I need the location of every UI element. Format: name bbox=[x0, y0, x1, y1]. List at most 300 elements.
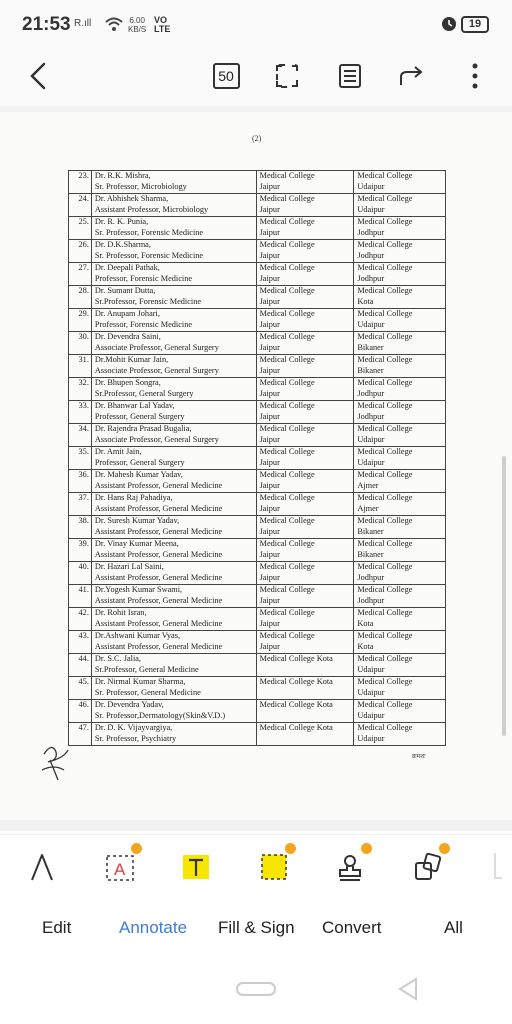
to-college-cell bbox=[354, 677, 446, 700]
row-number bbox=[69, 309, 92, 332]
highlight-text-tool-icon[interactable] bbox=[176, 847, 216, 887]
faculty-name-cell-line: Dr. Mahesh Kumar Yadav, bbox=[94, 470, 183, 479]
from-college-cell-line: Jaipur bbox=[259, 549, 280, 559]
table-row bbox=[69, 631, 446, 654]
to-college-cell-line: Medical College bbox=[357, 677, 413, 686]
row-number bbox=[69, 171, 92, 194]
faculty-name-cell-line: Sr.Professor, General Surgery bbox=[94, 388, 194, 398]
row-number bbox=[69, 585, 92, 608]
table-row bbox=[69, 723, 446, 746]
premium-badge-icon bbox=[285, 843, 296, 854]
from-college-cell bbox=[256, 585, 354, 608]
to-college-cell-line: Bikaner bbox=[357, 549, 384, 559]
row-number bbox=[69, 608, 92, 631]
from-college-cell-line: Jaipur bbox=[259, 595, 280, 605]
from-college-cell bbox=[256, 240, 354, 263]
system-nav-bar bbox=[0, 958, 512, 1024]
to-college-cell-line: Udaipur bbox=[357, 319, 385, 329]
from-college-cell bbox=[256, 654, 354, 677]
scrollbar[interactable] bbox=[502, 456, 506, 736]
row-number bbox=[69, 493, 92, 516]
to-college-cell bbox=[354, 470, 446, 493]
to-college-cell-line: Udaipur bbox=[357, 457, 385, 467]
faculty-name-cell bbox=[91, 654, 256, 677]
premium-badge-icon bbox=[131, 843, 142, 854]
row-number-line: 43. bbox=[78, 631, 89, 640]
faculty-name-cell-line: Sr. Professor, Microbiology bbox=[94, 181, 187, 191]
to-college-cell bbox=[354, 516, 446, 539]
from-college-cell-line: Jaipur bbox=[259, 204, 280, 214]
row-number-line: 47. bbox=[78, 723, 89, 732]
to-college-cell-line: Medical College bbox=[357, 332, 413, 341]
table-row bbox=[69, 516, 446, 539]
to-college-cell bbox=[354, 447, 446, 470]
from-college-cell bbox=[256, 401, 354, 424]
to-college-cell-line: Medical College bbox=[357, 470, 413, 479]
table-row bbox=[69, 470, 446, 493]
to-college-cell-line: Medical College bbox=[357, 286, 413, 295]
row-number bbox=[69, 355, 92, 378]
table-row bbox=[69, 286, 446, 309]
from-college-cell-line: Medical College Kota bbox=[259, 677, 333, 686]
from-college-cell-line: Medical College bbox=[259, 286, 315, 295]
from-college-cell-line: Medical College bbox=[259, 401, 315, 410]
to-college-cell-line: Jodhpur bbox=[357, 388, 385, 398]
alarm-icon bbox=[440, 14, 458, 32]
row-number-line: 41. bbox=[78, 585, 89, 594]
row-number bbox=[69, 424, 92, 447]
faculty-name-cell-line: Dr.Yogesh Kumar Swami, bbox=[94, 585, 183, 594]
to-college-cell bbox=[354, 539, 446, 562]
to-college-cell bbox=[354, 401, 446, 424]
from-college-cell-line: Jaipur bbox=[259, 227, 280, 237]
from-college-cell-line: Jaipur bbox=[259, 480, 280, 490]
to-college-cell-line: Jodhpur bbox=[357, 595, 385, 605]
to-college-cell-line: Medical College bbox=[357, 585, 413, 594]
from-college-cell-line: Medical College bbox=[259, 263, 315, 272]
from-college-cell-line: Medical College bbox=[259, 378, 315, 387]
to-college-cell-line: Medical College bbox=[357, 447, 413, 456]
from-college-cell-line: Medical College bbox=[259, 516, 315, 525]
stamp-tool-icon[interactable] bbox=[330, 847, 370, 887]
from-college-cell bbox=[256, 723, 354, 746]
from-college-cell-line: Jaipur bbox=[259, 181, 280, 191]
fullscreen-icon[interactable] bbox=[267, 56, 307, 96]
from-college-cell-line: Jaipur bbox=[259, 641, 280, 651]
faculty-name-cell-line: Dr. Rohit Isran, bbox=[94, 608, 147, 617]
faculty-name-cell-line: Associate Professor, General Surgery bbox=[94, 365, 219, 375]
from-college-cell-line: Medical College bbox=[259, 240, 315, 249]
system-back-icon[interactable] bbox=[396, 976, 420, 1002]
from-college-cell bbox=[256, 447, 354, 470]
to-college-cell bbox=[354, 608, 446, 631]
from-college-cell bbox=[256, 539, 354, 562]
to-college-cell-line: Kota bbox=[357, 296, 374, 306]
row-number bbox=[69, 700, 92, 723]
table-row bbox=[69, 654, 446, 677]
from-college-cell bbox=[256, 631, 354, 654]
faculty-name-cell-line: Sr. Professor,Dermatology(Skin&V.D.) bbox=[94, 710, 226, 720]
to-college-cell-line: Jodhpur bbox=[357, 572, 385, 582]
faculty-name-cell-line: Dr. Abhishek Sharma, bbox=[94, 194, 169, 203]
top-toolbar bbox=[0, 48, 512, 106]
from-college-cell bbox=[256, 470, 354, 493]
row-number bbox=[69, 539, 92, 562]
faculty-name-cell-line: Associate Professor, General Surgery bbox=[94, 342, 219, 352]
from-college-cell bbox=[256, 493, 354, 516]
faculty-name-cell-line: Dr. D.K.Sharma, bbox=[94, 240, 151, 249]
faculty-name-cell bbox=[91, 171, 256, 194]
annotation-toolbar bbox=[0, 834, 512, 898]
to-college-cell-line: Medical College bbox=[357, 194, 413, 203]
row-number bbox=[69, 378, 92, 401]
faculty-name-cell-line: Professor, Forensic Medicine bbox=[94, 273, 193, 283]
from-college-cell-line: Medical College bbox=[259, 470, 315, 479]
to-college-cell bbox=[354, 355, 446, 378]
row-number bbox=[69, 516, 92, 539]
from-college-cell bbox=[256, 332, 354, 355]
from-college-cell-line: Jaipur bbox=[259, 273, 280, 283]
from-college-cell-line: Medical College bbox=[259, 217, 315, 226]
from-college-cell-line: Medical College Kota bbox=[259, 654, 333, 663]
wifi-icon bbox=[104, 16, 124, 32]
faculty-name-cell-line: Sr. Professor, Forensic Medicine bbox=[94, 227, 204, 237]
from-college-cell-line: Medical College bbox=[259, 585, 315, 594]
to-college-cell-line: Medical College bbox=[357, 493, 413, 502]
from-college-cell-line: Jaipur bbox=[259, 434, 280, 444]
to-college-cell bbox=[354, 585, 446, 608]
table-row bbox=[69, 171, 446, 194]
faculty-name-cell-line: Dr. S.C. Jalia, bbox=[94, 654, 142, 663]
table-row bbox=[69, 194, 446, 217]
table-row bbox=[69, 263, 446, 286]
faculty-name-cell bbox=[91, 194, 256, 217]
faculty-name-cell bbox=[91, 493, 256, 516]
from-college-cell-line: Medical College bbox=[259, 562, 315, 571]
faculty-name-cell bbox=[91, 263, 256, 286]
to-college-cell-line: Medical College bbox=[357, 654, 413, 663]
table-row bbox=[69, 378, 446, 401]
from-college-cell-line: Jaipur bbox=[259, 296, 280, 306]
from-college-cell bbox=[256, 700, 354, 723]
row-number-line: 25. bbox=[78, 217, 89, 226]
share-icon[interactable] bbox=[392, 56, 432, 96]
tab-convert[interactable]: Convert bbox=[322, 918, 382, 937]
to-college-cell-line: Bikaner bbox=[357, 365, 384, 375]
from-college-cell bbox=[256, 194, 354, 217]
row-number bbox=[69, 447, 92, 470]
tab-annotate[interactable]: Annotate bbox=[119, 918, 188, 937]
row-number-line: 30. bbox=[78, 332, 89, 341]
to-college-cell-line: Kota bbox=[357, 641, 374, 651]
faculty-name-cell bbox=[91, 217, 256, 240]
to-college-cell-line: Udaipur bbox=[357, 664, 385, 674]
faculty-name-cell bbox=[91, 401, 256, 424]
to-college-cell-line: Medical College bbox=[357, 700, 413, 709]
from-college-cell-line: Medical College Kota bbox=[259, 723, 333, 732]
page-label: (2) bbox=[252, 134, 262, 143]
from-college-cell bbox=[256, 608, 354, 631]
from-college-cell bbox=[256, 424, 354, 447]
row-number bbox=[69, 240, 92, 263]
page-count-button[interactable] bbox=[206, 56, 246, 96]
faculty-name-cell bbox=[91, 332, 256, 355]
table-row bbox=[69, 240, 446, 263]
page-count: 50 bbox=[213, 63, 240, 89]
home-button[interactable] bbox=[236, 982, 276, 996]
row-number bbox=[69, 562, 92, 585]
from-college-cell-line: Jaipur bbox=[259, 388, 280, 398]
row-number-line: 32. bbox=[78, 378, 89, 387]
row-number-line: 26. bbox=[78, 240, 89, 249]
from-college-cell bbox=[256, 516, 354, 539]
pdf-page[interactable] bbox=[0, 112, 512, 820]
table-row bbox=[69, 355, 446, 378]
row-number bbox=[69, 332, 92, 355]
pen-tool-icon[interactable] bbox=[22, 847, 62, 887]
from-college-cell-line: Medical College bbox=[259, 608, 315, 617]
row-number bbox=[69, 631, 92, 654]
faculty-name-cell bbox=[91, 677, 256, 700]
to-college-cell-line: Medical College bbox=[357, 539, 413, 548]
more-icon[interactable] bbox=[455, 56, 495, 96]
to-college-cell bbox=[354, 562, 446, 585]
faculty-name-cell-line: Assistant Professor, General Medicine bbox=[94, 503, 223, 513]
to-college-cell-line: Medical College bbox=[357, 723, 413, 732]
to-college-cell-line: Jodhpur bbox=[357, 227, 385, 237]
faculty-name-cell-line: Dr. Sumant Dutta, bbox=[94, 286, 156, 295]
row-number bbox=[69, 286, 92, 309]
from-college-cell bbox=[256, 217, 354, 240]
from-college-cell bbox=[256, 286, 354, 309]
row-number-line: 27. bbox=[78, 263, 89, 272]
to-college-cell-line: Udaipur bbox=[357, 687, 385, 697]
to-college-cell-line: Medical College bbox=[357, 217, 413, 226]
status-time: 21:53 bbox=[22, 14, 71, 35]
text-box-tool-icon[interactable] bbox=[100, 847, 140, 887]
status-bar bbox=[0, 0, 512, 48]
to-college-cell-line: Udaipur bbox=[357, 181, 385, 191]
faculty-name-cell bbox=[91, 424, 256, 447]
faculty-name-cell bbox=[91, 355, 256, 378]
from-college-cell-line: Medical College bbox=[259, 309, 315, 318]
to-college-cell-line: Medical College bbox=[357, 516, 413, 525]
to-college-cell-line: Medical College bbox=[357, 424, 413, 433]
faculty-name-cell-line: Assistant Professor, General Medicine bbox=[94, 595, 223, 605]
row-number bbox=[69, 263, 92, 286]
to-college-cell bbox=[354, 654, 446, 677]
from-college-cell-line: Medical College bbox=[259, 447, 315, 456]
from-college-cell bbox=[256, 677, 354, 700]
row-number bbox=[69, 194, 92, 217]
from-college-cell-line: Jaipur bbox=[259, 319, 280, 329]
table-row bbox=[69, 677, 446, 700]
table-row bbox=[69, 424, 446, 447]
from-college-cell-line: Jaipur bbox=[259, 411, 280, 421]
faculty-name-cell-line: Sr. Professor, Forensic Medicine bbox=[94, 250, 204, 260]
table-row bbox=[69, 700, 446, 723]
to-college-cell-line: Medical College bbox=[357, 355, 413, 364]
from-college-cell bbox=[256, 309, 354, 332]
faculty-name-cell bbox=[91, 723, 256, 746]
to-college-cell bbox=[354, 309, 446, 332]
faculty-name-cell-line: Assistant Professor, General Medicine bbox=[94, 549, 223, 559]
faculty-name-cell-line: Professor, Forensic Medicine bbox=[94, 319, 193, 329]
faculty-name-cell-line: Dr. Rajendra Prasad Bugalia, bbox=[94, 424, 192, 433]
handwritten-signature bbox=[38, 740, 74, 784]
row-number-line: 28. bbox=[78, 286, 89, 295]
row-number bbox=[69, 401, 92, 424]
shapes-tool-icon[interactable] bbox=[408, 847, 448, 887]
continued-stamp: क्रमशः bbox=[412, 754, 426, 760]
row-number-line: 40. bbox=[78, 562, 89, 571]
to-college-cell bbox=[354, 631, 446, 654]
faculty-name-cell-line: Sr. Professor, Psychiatry bbox=[94, 733, 177, 743]
back-icon[interactable] bbox=[18, 56, 58, 96]
faculty-name-cell-line: Dr. Suresh Kumar Yadav, bbox=[94, 516, 180, 525]
to-college-cell-line: Medical College bbox=[357, 401, 413, 410]
to-college-cell bbox=[354, 493, 446, 516]
tab-all[interactable]: All bbox=[444, 918, 463, 937]
svg-text:A: A bbox=[114, 860, 126, 879]
faculty-name-cell bbox=[91, 562, 256, 585]
to-college-cell-line: Medical College bbox=[357, 171, 413, 180]
reader-mode-icon[interactable] bbox=[330, 56, 370, 96]
faculty-name-cell-line: Dr. Deepali Pathak, bbox=[94, 263, 160, 272]
faculty-name-cell bbox=[91, 585, 256, 608]
to-college-cell bbox=[354, 240, 446, 263]
row-number-line: 46. bbox=[78, 700, 89, 709]
from-college-cell-line: Medical College bbox=[259, 171, 315, 180]
faculty-name-cell-line: Assistant Professor, General Medicine bbox=[94, 618, 223, 628]
from-college-cell-line: Medical College Kota bbox=[259, 700, 333, 709]
faculty-name-cell bbox=[91, 309, 256, 332]
faculty-name-cell-line: Assistant Professor, Microbiology bbox=[94, 204, 209, 214]
signal-icon: R.ıll bbox=[74, 18, 92, 29]
row-number-line: 29. bbox=[78, 309, 89, 318]
faculty-name-cell bbox=[91, 240, 256, 263]
from-college-cell bbox=[256, 378, 354, 401]
from-college-cell-line: Medical College bbox=[259, 631, 315, 640]
row-number-line: 24. bbox=[78, 194, 89, 203]
faculty-name-cell-line: Dr. R.K. Mishra, bbox=[94, 171, 151, 180]
row-number-line: 33. bbox=[78, 401, 89, 410]
from-college-cell bbox=[256, 171, 354, 194]
from-college-cell-line: Jaipur bbox=[259, 457, 280, 467]
faculty-name-cell-line: Dr. Amit Jain, bbox=[94, 447, 142, 456]
to-college-cell-line: Ajmer bbox=[357, 480, 379, 490]
faculty-name-cell-line: Assistant Professor, General Medicine bbox=[94, 641, 223, 651]
faculty-name-cell-line: Dr. Bhanwar Lal Yadav, bbox=[94, 401, 175, 410]
row-number-line: 35. bbox=[78, 447, 89, 456]
to-college-cell-line: Bikaner bbox=[357, 526, 384, 536]
row-number bbox=[69, 654, 92, 677]
to-college-cell-line: Medical College bbox=[357, 309, 413, 318]
faculty-name-cell-line: Associate Professor, General Surgery bbox=[94, 434, 219, 444]
faculty-name-cell-line: Dr.Ashwani Kumar Vyas, bbox=[94, 631, 181, 640]
faculty-name-cell-line: Professor, General Surgery bbox=[94, 411, 185, 421]
faculty-name-cell-line: Dr. Anupam Johari, bbox=[94, 309, 160, 318]
to-college-cell-line: Medical College bbox=[357, 631, 413, 640]
from-college-cell-line: Medical College bbox=[259, 493, 315, 502]
tab-edit[interactable]: Edit bbox=[42, 918, 72, 937]
tab-fill-sign[interactable]: Fill & Sign bbox=[218, 918, 295, 937]
to-college-cell-line: Medical College bbox=[357, 240, 413, 249]
to-college-cell-line: Medical College bbox=[357, 608, 413, 617]
faculty-name-cell bbox=[91, 447, 256, 470]
to-college-cell-line: Medical College bbox=[357, 263, 413, 272]
from-college-cell-line: Jaipur bbox=[259, 250, 280, 260]
row-number-line: 23. bbox=[78, 171, 89, 180]
to-college-cell-line: Bikaner bbox=[357, 342, 384, 352]
to-college-cell bbox=[354, 263, 446, 286]
faculty-name-cell bbox=[91, 700, 256, 723]
to-college-cell-line: Jodhpur bbox=[357, 273, 385, 283]
faculty-name-cell-line: Assistant Professor, General Medicine bbox=[94, 572, 223, 582]
to-college-cell-line: Jodhpur bbox=[357, 250, 385, 260]
table-row bbox=[69, 217, 446, 240]
faculty-name-cell-line: Assistant Professor, General Medicine bbox=[94, 480, 223, 490]
to-college-cell-line: Udaipur bbox=[357, 710, 385, 720]
volte-indicator: VO LTE bbox=[154, 15, 171, 34]
faculty-name-cell-line: Dr. R. K. Punia, bbox=[94, 217, 149, 226]
from-college-cell-line: Jaipur bbox=[259, 365, 280, 375]
from-college-cell-line: Jaipur bbox=[259, 342, 280, 352]
more-tools-hint[interactable] bbox=[494, 853, 502, 879]
faculty-name-cell-line: Dr. Nirmal Kumar Sharma, bbox=[94, 677, 186, 686]
to-college-cell-line: Medical College bbox=[357, 562, 413, 571]
faculty-name-cell-line: Dr. Devendra Yadav, bbox=[94, 700, 164, 709]
from-college-cell-line: Medical College bbox=[259, 355, 315, 364]
faculty-name-cell-line: Dr. Bhupen Songra, bbox=[94, 378, 161, 387]
faculty-name-cell bbox=[91, 608, 256, 631]
document-viewer[interactable] bbox=[0, 106, 512, 831]
from-college-cell-line: Jaipur bbox=[259, 526, 280, 536]
from-college-cell-line: Medical College bbox=[259, 424, 315, 433]
from-college-cell-line: Medical College bbox=[259, 332, 315, 341]
row-number-line: 31. bbox=[78, 355, 89, 364]
from-college-cell-line: Medical College bbox=[259, 539, 315, 548]
highlight-area-tool-icon[interactable] bbox=[254, 847, 294, 887]
from-college-cell-line: Jaipur bbox=[259, 503, 280, 513]
faculty-name-cell bbox=[91, 470, 256, 493]
faculty-name-cell bbox=[91, 378, 256, 401]
to-college-cell-line: Udaipur bbox=[357, 434, 385, 444]
table-row bbox=[69, 309, 446, 332]
row-number-line: 44. bbox=[78, 654, 89, 663]
faculty-name-cell-line: Dr. Hans Raj Pahadiya, bbox=[94, 493, 173, 502]
premium-badge-icon bbox=[439, 843, 450, 854]
faculty-name-cell-line: Dr. D. K. Vijayvargiya, bbox=[94, 723, 173, 732]
net-speed: 6.00 KB/S bbox=[128, 16, 147, 34]
faculty-name-cell-line: Sr.Professor, General Medicine bbox=[94, 664, 199, 674]
row-number-line: 37. bbox=[78, 493, 89, 502]
faculty-name-cell bbox=[91, 631, 256, 654]
from-college-cell-line: Medical College bbox=[259, 194, 315, 203]
row-number-line: 42. bbox=[78, 608, 89, 617]
table-row bbox=[69, 539, 446, 562]
to-college-cell-line: Udaipur bbox=[357, 733, 385, 743]
row-number-line: 38. bbox=[78, 516, 89, 525]
transfer-table bbox=[68, 170, 446, 746]
to-college-cell bbox=[354, 700, 446, 723]
table-row bbox=[69, 447, 446, 470]
table-row bbox=[69, 562, 446, 585]
table-row bbox=[69, 493, 446, 516]
table-row bbox=[69, 332, 446, 355]
from-college-cell-line: Jaipur bbox=[259, 572, 280, 582]
row-number bbox=[69, 470, 92, 493]
